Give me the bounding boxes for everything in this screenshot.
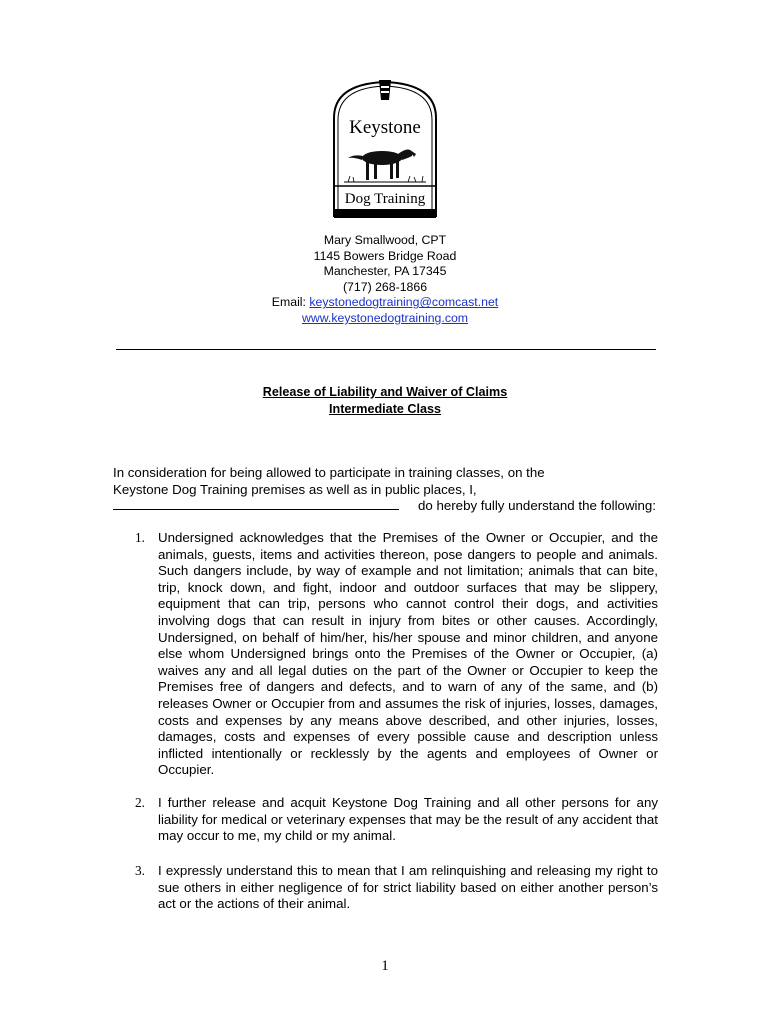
logo-subtitle-text: Dog Training	[344, 191, 426, 207]
list-item-text: Undersigned acknowledges that the Premises of the Owner or Occupier, and the animals, guests, items and activities thereon, pose dangers to people and animals. Such dangers include, by way of example and not limitation; animals that can bite, trip, knock down, and fight, indoor and outdoor surfaces that may be slippery, equipment that can trip, persons who cannot control their dogs, and activities involving dogs that can result in injury from bites or other causes. Accordingly, Undersigned, on behalf of him/her, his/her spouse and minor children, and anyone else whom Undersigned brings onto the Premises of the Owner or Occupier, (a) waives any and all legal duties on the part of the Owner or Occupier to keep the Premises free of dangers and defects, and to warn of any of the same, and (b) releases Owner or Occupier from and assumes the risk of injuries, losses, damages, costs and expenses by any means above described, and other injuries, losses, damages, costs and expenses of every possible cause and description unless inflicted intentionally or recklessly by the agents and employees of Owner or Occupier.	[158, 530, 658, 778]
intro-paragraph	[113, 465, 656, 515]
document-title	[0, 384, 770, 417]
horizontal-divider	[116, 349, 656, 350]
website-link[interactable]: www.keystonedogtraining.com	[301, 310, 469, 325]
list-item	[113, 530, 658, 779]
list-item-number: 3.	[135, 863, 145, 878]
list-item-text: I expressly understand this to mean that I am relinquishing and releasing my right to sue others in either negligence of for strict liability based on either another person’s act or the actions of their animal.	[158, 863, 658, 912]
intro-line-1: In consideration for being allowed to participate in training classes, on the	[113, 465, 545, 480]
name-blank-field[interactable]	[113, 498, 399, 510]
contact-city: Manchester, PA 17345	[323, 264, 447, 279]
contact-phone: (717) 268-1866	[342, 279, 428, 294]
intro-line-3	[113, 498, 656, 515]
list-item-text: I further release and acquit Keystone Dog Training and all other persons for any liability for medical or veterinary expenses that may be the result of any accident that may occur to me, my child or my animal.	[158, 795, 658, 844]
email-label: Email:	[271, 295, 310, 310]
email-link[interactable]: keystonedogtraining@comcast.net	[309, 295, 499, 310]
contact-name: Mary Smallwood, CPT	[323, 233, 447, 247]
contact-street: 1145 Bowers Bridge Road	[313, 248, 457, 263]
list-item-number: 1.	[135, 530, 145, 545]
contact-website-line	[0, 311, 770, 327]
logo-title-text: Keystone	[349, 117, 421, 138]
keystone-logo	[330, 78, 440, 220]
list-item	[113, 863, 658, 913]
intro-line-2: Keystone Dog Training premises as well as in public places, I,	[113, 481, 477, 497]
contact-email-line	[0, 295, 770, 311]
page-number: 1	[381, 958, 389, 974]
contact-block	[0, 233, 770, 327]
title-line-2: Intermediate Class	[329, 401, 441, 416]
intro-line-3-text: do hereby fully understand the following:	[417, 498, 656, 514]
list-item	[113, 795, 658, 845]
title-line-1: Release of Liability and Waiver of Claims	[262, 385, 508, 399]
list-item-number: 2.	[135, 795, 145, 810]
